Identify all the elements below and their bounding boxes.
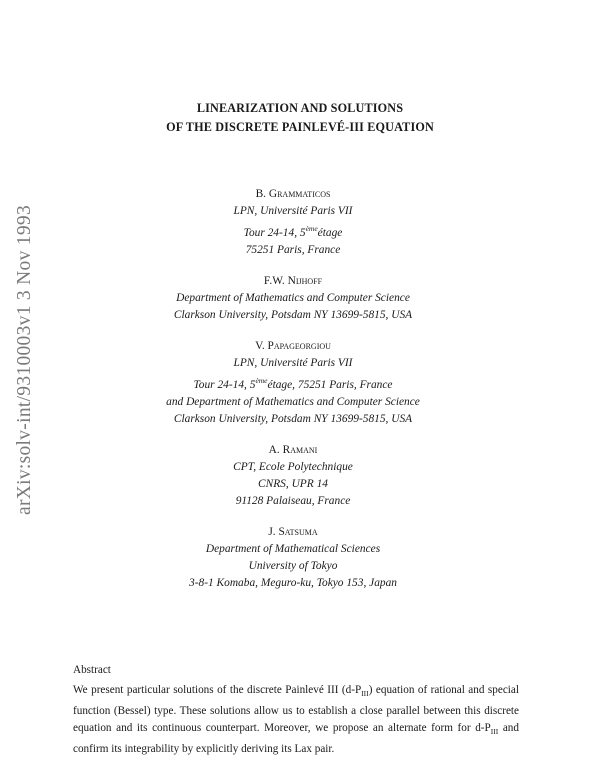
author-name: V. Papageorgiou (255, 339, 331, 352)
affiliation-line: Department of Mathematics and Computer Science (176, 291, 410, 304)
affiliation-line: Tour 24-14, 5èmeétage (243, 224, 343, 239)
affiliation-line: Department of Mathematical Sciences (205, 542, 381, 555)
affiliation-line: 91128 Palaiseau, France (235, 494, 351, 507)
author-name: B. Grammaticos (255, 188, 331, 200)
affiliation-line: Clarkson University, Potsdam NY 13699-5815, USA (173, 308, 413, 321)
affiliation-line: Tour 24-14, 5èmeétage, 75251 Paris, France (193, 375, 393, 391)
affiliation-line: 3-8-1 Komaba, Meguro-ku, Tokyo 153, Japan (189, 576, 397, 589)
affiliation-line: Clarkson University, Potsdam NY 13699-5815, USA (173, 412, 413, 425)
title-line-1: LINEARIZATION AND SOLUTIONS (196, 101, 404, 115)
affiliation-line: University of Tokyo (248, 559, 338, 572)
title-line-2: OF THE DISCRETE PAINLEVÉ-III EQUATION (166, 120, 434, 134)
affiliation-line: LPN, Université Paris VII (233, 356, 353, 369)
abstract-heading: Abstract (73, 664, 111, 676)
affiliation-line: LPN, Université Paris VII (233, 205, 353, 217)
arxiv-identifier: arXiv:solv-int/9310003v1 3 Nov 1993 (14, 204, 35, 516)
author-block-ramani (0, 442, 586, 510)
author-block-grammaticos (0, 186, 586, 259)
paper-title (0, 99, 600, 137)
affiliation-line: CNRS, UPR 14 (258, 477, 328, 490)
author-block-papageorgiou (0, 338, 586, 428)
author-name: A. Ramani (268, 443, 318, 456)
author-name: J. Satsuma (268, 525, 318, 538)
affiliation-line: CPT, Ecole Polytechnique (233, 460, 353, 473)
abstract-text: We present particular solutions of the discrete Painlevé III $(d-P_{III})$ equation of rational and special function (Bessel) type. These solutions allow us to establish a close parallel between this discrete equation and its continuous counterpart. Moreover, we propose an alternate form for $d-P_{III}$ and confirm its integrability by explicitly deriving its Lax pair. (73, 684, 519, 755)
author-block-nijhoff (0, 273, 586, 324)
affiliation-line: and Department of Mathematics and Computer Science (166, 395, 420, 408)
author-name: F.W. Nijhoff (263, 274, 323, 287)
affiliation-line: 75251 Paris, France (245, 243, 341, 256)
author-block-satsuma (0, 524, 586, 592)
author-list (0, 186, 586, 606)
